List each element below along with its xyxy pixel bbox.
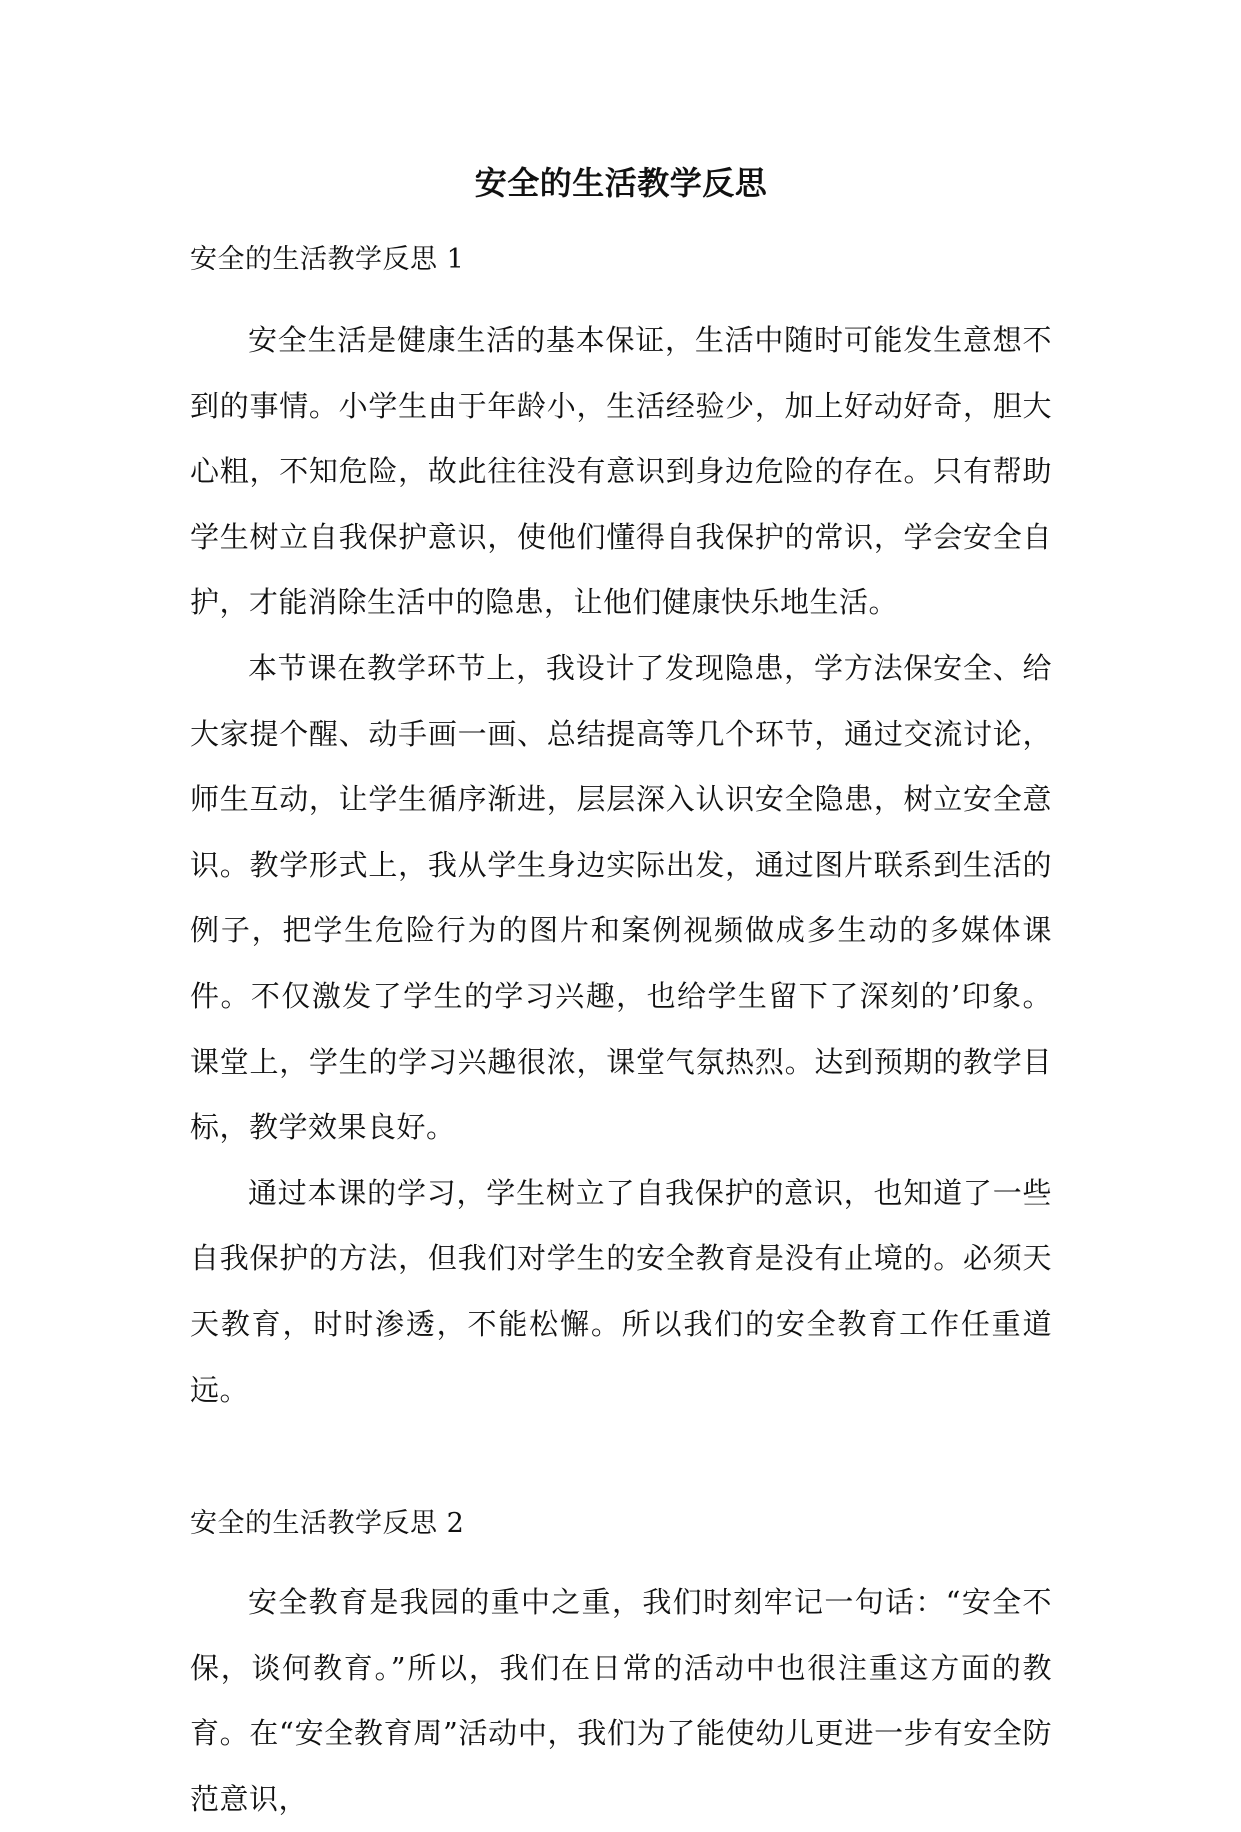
section-1-paragraph-1: 安全生活是健康生活的基本保证，生活中随时可能发生意想不到的事情。小学生由于年龄小，生活经验少，加上好动好奇，胆大心粗，不知危险，故此往往没有意识到身边危险的存在。只有帮助学生树立自我保护意识，使他们懂得自我保护的常识，学会安全自护，才能消除生活中的隐患，让他们健康快乐地生活。 bbox=[190, 323, 1052, 620]
document-title: 安全的生活教学反思 bbox=[474, 164, 768, 202]
section-1-paragraph-3: 通过本课的学习，学生树立了自我保护的意识，也知道了一些自我保护的方法，但我们对学生的安全教育是没有止境的。必须天天教育，时时渗透，不能松懈。所以我们的安全教育工作任重道远。 bbox=[190, 1175, 1052, 1407]
section-heading-2: 安全的生活教学反思 2 bbox=[190, 1508, 465, 1540]
section-1-paragraph-2: 本节课在教学环节上，我设计了发现隐患，学方法保安全、给大家提个醒、动手画一画、总结提高等几个环节，通过交流讨论，师生互动，让学生循序渐进，层层深入认识安全隐患，树立安全意识。教学形式上，我从学生身边实际出发，通过图片联系到生活的例子，把学生危险行为的图片和案例视频做成多生动的多媒体课件。不仅激发了学生的学习兴趣，也给学生留下了深刻的’印象。课堂上，学生的学习兴趣很浓，课堂气氛热烈。达到预期的教学目标，教学效果良好。 bbox=[190, 650, 1052, 1145]
document-content bbox=[190, 160, 1052, 1832]
section-heading-1: 安全的生活教学反思 1 bbox=[190, 244, 465, 275]
section-2-paragraph-1: 安全教育是我园的重中之重，我们时刻牢记一句话：“安全不保，谈何教育。”所以，我们在日常的活动中也很注重这方面的教育。在“安全教育周”活动中，我们为了能使幼儿更进一步有安全防范意识， bbox=[190, 1585, 1052, 1816]
